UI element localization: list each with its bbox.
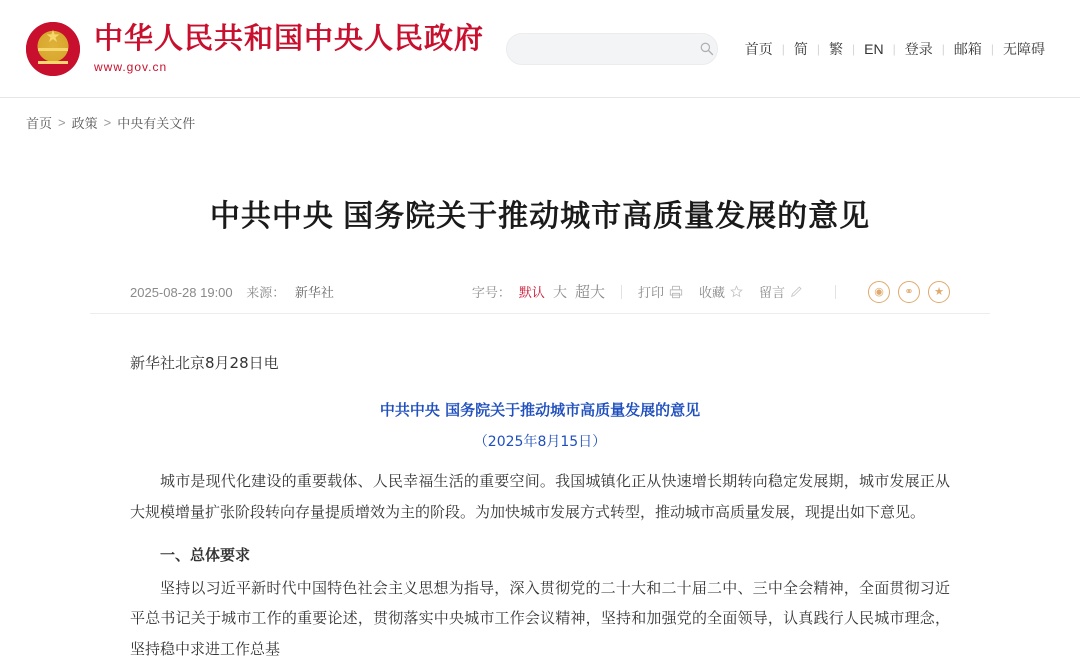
- divider: [835, 285, 836, 299]
- source-label: 来源：: [246, 285, 286, 301]
- nav-item-login[interactable]: 登录: [904, 40, 933, 57]
- share-group: [868, 281, 950, 303]
- nav-separator: |: [852, 41, 856, 56]
- nav-item-home[interactable]: 首页: [744, 40, 773, 57]
- search-input[interactable]: [519, 40, 699, 57]
- source-name: 新华社: [294, 285, 334, 301]
- nav-separator: |: [990, 41, 994, 56]
- pencil-icon: [790, 285, 803, 298]
- divider: [621, 285, 622, 299]
- brand-text: [94, 23, 484, 73]
- article-meta-tools: [472, 281, 950, 303]
- article-meta-left: [130, 282, 334, 301]
- message-button[interactable]: [759, 282, 803, 301]
- nav-separator: |: [816, 41, 821, 56]
- article-meta-bar: [90, 270, 990, 314]
- page-title: 中共中央 国务院关于推动城市高质量发展的意见: [209, 200, 871, 234]
- brand-title: 中华人民共和国中央人民政府: [94, 23, 485, 56]
- paragraph: 坚持以习近平新时代中国特色社会主义思想为指导，深入贯彻党的二十大和二十届二中、三中全会精神，全面贯彻习近平总书记关于城市工作的重要论述，贯彻落实中央城市工作会议精神，坚持和加强党的全面领导，认真践行人民城市理念，坚持稳中求进工作总基: [130, 578, 950, 659]
- paragraph: 城市是现代化建设的重要载体、人民幸福生活的重要空间。我国城镇化正从快速增长期转向稳定发展期，城市发展正从大规模增量扩张阶段转向存量提质增效为主的阶段。为加快城市发展方式转型，推动城市高质量发展，现提出如下意见。: [130, 472, 950, 522]
- national-emblem-icon: [26, 22, 80, 76]
- dateline: 新华社北京8月28日电: [130, 354, 279, 373]
- nav-item-accessibility[interactable]: 无障碍: [1003, 40, 1045, 57]
- document-date: （2025年8月15日）: [473, 433, 607, 450]
- header-right: [506, 33, 1054, 65]
- breadcrumb-item-policy[interactable]: 政策: [71, 115, 98, 131]
- breadcrumb: [0, 98, 1080, 146]
- article-body: [90, 314, 990, 665]
- nav-separator: |: [892, 41, 896, 56]
- nav-item-traditional[interactable]: 繁: [829, 40, 844, 57]
- print-label: 打印: [637, 285, 664, 301]
- nav-item-mail[interactable]: 邮箱: [953, 40, 982, 57]
- breadcrumb-separator: >: [103, 114, 112, 130]
- search-icon[interactable]: [699, 41, 714, 56]
- message-label: 留言: [758, 285, 785, 301]
- star-share-icon[interactable]: ★: [928, 281, 950, 303]
- nav-item-simplified[interactable]: 简: [793, 40, 808, 57]
- article: [90, 146, 990, 665]
- star-icon: [730, 285, 743, 298]
- font-size-label: 字号：: [471, 285, 511, 301]
- breadcrumb-separator: >: [58, 114, 66, 130]
- header-nav: [736, 39, 1054, 59]
- weibo-icon[interactable]: ◉: [868, 281, 890, 303]
- font-size-large[interactable]: 大: [552, 283, 567, 300]
- nav-item-english[interactable]: EN: [864, 40, 884, 57]
- printer-icon: [669, 285, 683, 299]
- favorite-label: 收藏: [698, 285, 725, 301]
- font-size-group: [472, 281, 605, 302]
- brand-url: www.gov.cn: [94, 59, 168, 74]
- nav-separator: |: [781, 41, 785, 56]
- font-size-extra-large[interactable]: 超大: [574, 284, 605, 302]
- search-box[interactable]: [506, 33, 718, 65]
- breadcrumb-item-home[interactable]: 首页: [26, 115, 53, 131]
- breadcrumb-item-central-documents[interactable]: 中央有关文件: [117, 115, 196, 131]
- section-heading: 一、总体要求: [160, 545, 251, 564]
- font-size-default[interactable]: 默认: [518, 285, 545, 301]
- print-button[interactable]: [638, 282, 683, 301]
- document-title: 中共中央 国务院关于推动城市高质量发展的意见: [379, 400, 701, 419]
- site-header: [0, 0, 1080, 98]
- favorite-button[interactable]: [699, 282, 743, 301]
- wechat-icon[interactable]: ⚭: [898, 281, 920, 303]
- site-brand[interactable]: [26, 22, 484, 76]
- publish-datetime: 2025-08-28 19:00: [130, 285, 233, 301]
- nav-separator: |: [941, 41, 945, 56]
